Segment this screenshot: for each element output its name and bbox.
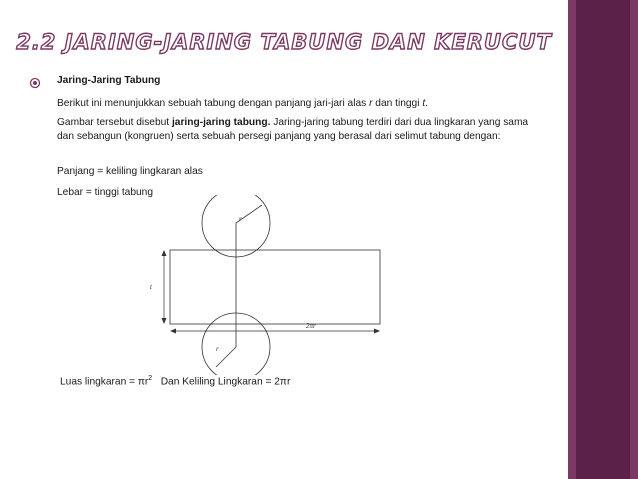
paragraph-intro [57, 97, 428, 111]
bullet-icon [29, 77, 41, 89]
label-length: 2πr [306, 322, 316, 330]
radius-line-bottom [216, 347, 236, 367]
width-definition: Lebar = tinggi tabung [57, 187, 154, 198]
sidebar-band-inner [576, 0, 630, 479]
intro-var-r: r [369, 98, 373, 109]
formula-area: Luas lingkaran = πr [60, 376, 149, 388]
description-text-a: Gambar tersebut disebut [57, 117, 172, 128]
label-r-bottom: r [216, 345, 219, 353]
height-arrowhead-top [162, 250, 167, 256]
length-arrowhead-right [374, 329, 380, 334]
description-bold-term: jaring-jaring tabung. [171, 117, 271, 128]
intro-text-b: dan tinggi [372, 98, 423, 109]
description-text-b: Jaring-jaring tabung terdiri dari dua lingkaran yang sama dan sebangun (kongruen) serta sebuah persegi panjang yang berasal dari selimut tabung dengan: [57, 117, 529, 142]
cylinder-net-diagram [140, 195, 400, 375]
paragraph-description [57, 116, 537, 144]
formula-exponent: 2 [148, 375, 153, 382]
slide-title: 2.2 JARING-JARING TABUNG DAN KERUCUT [16, 30, 552, 54]
intro-var-t: t [422, 98, 426, 109]
length-arrowhead-left [170, 329, 176, 334]
label-r-top: r [239, 215, 242, 223]
section-heading: Jaring-Jaring Tabung [57, 75, 161, 86]
label-t: t [150, 283, 152, 291]
intro-text-c: . [425, 98, 428, 109]
height-arrowhead-bottom [162, 318, 167, 324]
formula-circumference: Dan Keliling Lingkaran = 2πr [152, 376, 291, 388]
net-rectangle [170, 250, 380, 324]
length-definition: Panjang = keliling lingkaran alas [57, 166, 203, 177]
intro-text-a: Berikut ini menunjukkan sebuah tabung dengan panjang jari-jari alas [57, 98, 370, 109]
formula-line [60, 375, 290, 387]
